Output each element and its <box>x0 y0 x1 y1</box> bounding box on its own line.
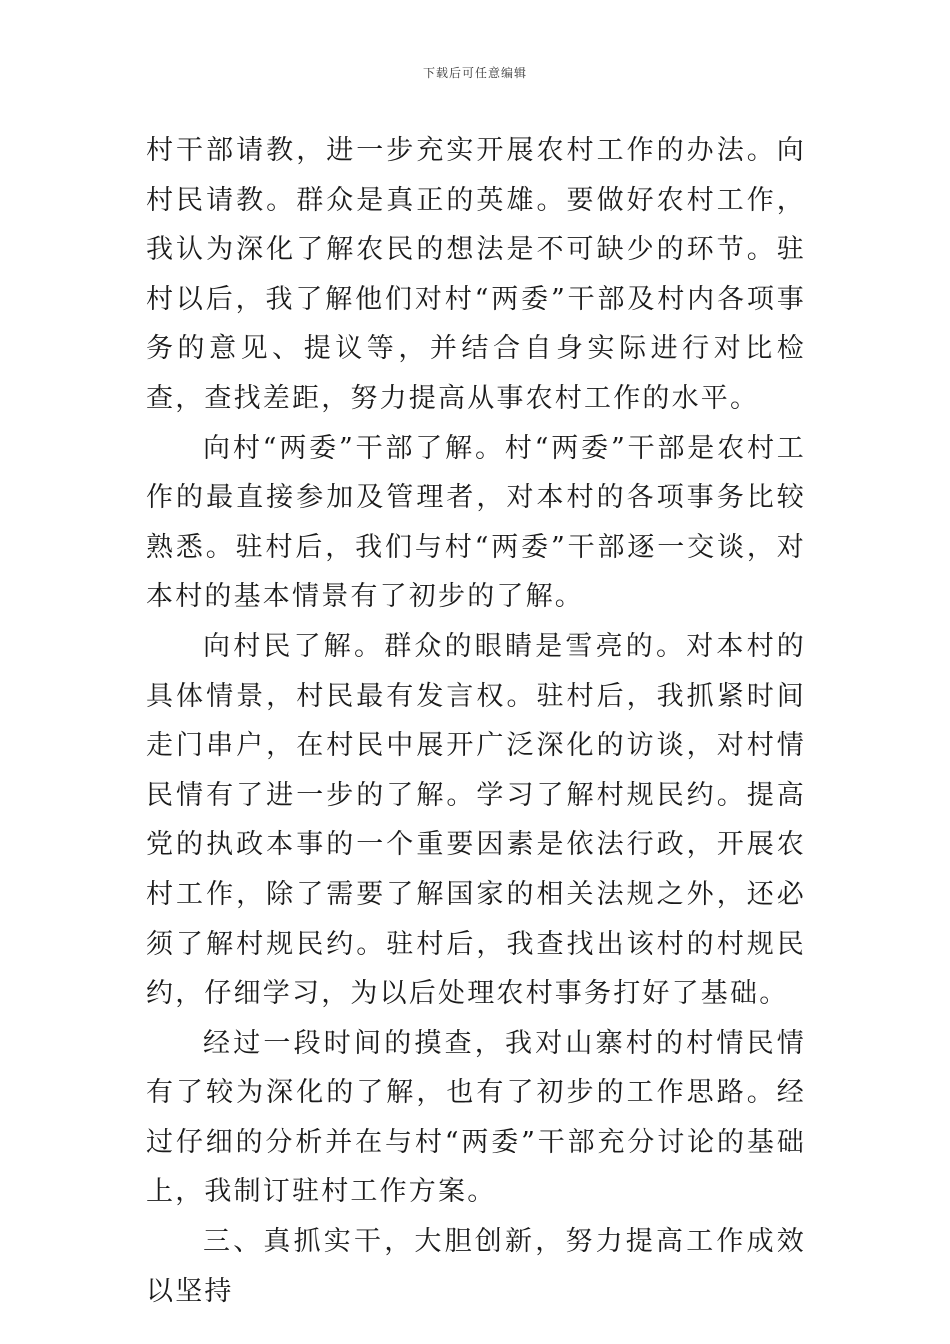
page-header-note: 下载后可任意编辑 <box>422 66 527 80</box>
paragraph-2: 向村“两委”干部了解。村“两委”干部是农村工作的最直接参加及管理者，对本村的各项事务比较熟悉。驻村后，我们与村“两委”干部逐一交谈，对本村的基本情景有了初步的了解。 <box>146 432 806 613</box>
paragraph-1: 村干部请教，进一步充实开展农村工作的办法。向村民请教。群众是真正的英雄。要做好农村工作，我认为深化了解农民的想法是不可缺少的环节。驻村以后，我了解他们对村“两委”干部及村内各项事务的意见、提议等，并结合自身实际进行对比检查，查找差距，努力提高从事农村工作的水平。 <box>146 135 806 414</box>
document-body <box>146 126 806 1316</box>
paragraph-4: 经过一段时间的摸查，我对山寨村的村情民情有了较为深化的了解，也有了初步的工作思路。经过仔细的分析并在与村“两委”干部充分讨论的基础上，我制订驻村工作方案。 <box>146 1027 806 1208</box>
paragraph-3: 向村民了解。群众的眼睛是雪亮的。对本村的具体情景，村民最有发言权。驻村后，我抓紧时间走门串户，在村民中展开广泛深化的访谈，对村情民情有了进一步的了解。学习了解村规民约。提高党的执政本事的一个重要因素是依法行政，开展农村工作，除了需要了解国家的相关法规之外，还必须了解村规民约。驻村后，我查找出该村的村规民约，仔细学习，为以后处理农村事务打好了基础。 <box>146 630 806 1010</box>
paragraph-5: 三、真抓实干，大胆创新，努力提高工作成效以坚持 <box>146 1226 806 1307</box>
